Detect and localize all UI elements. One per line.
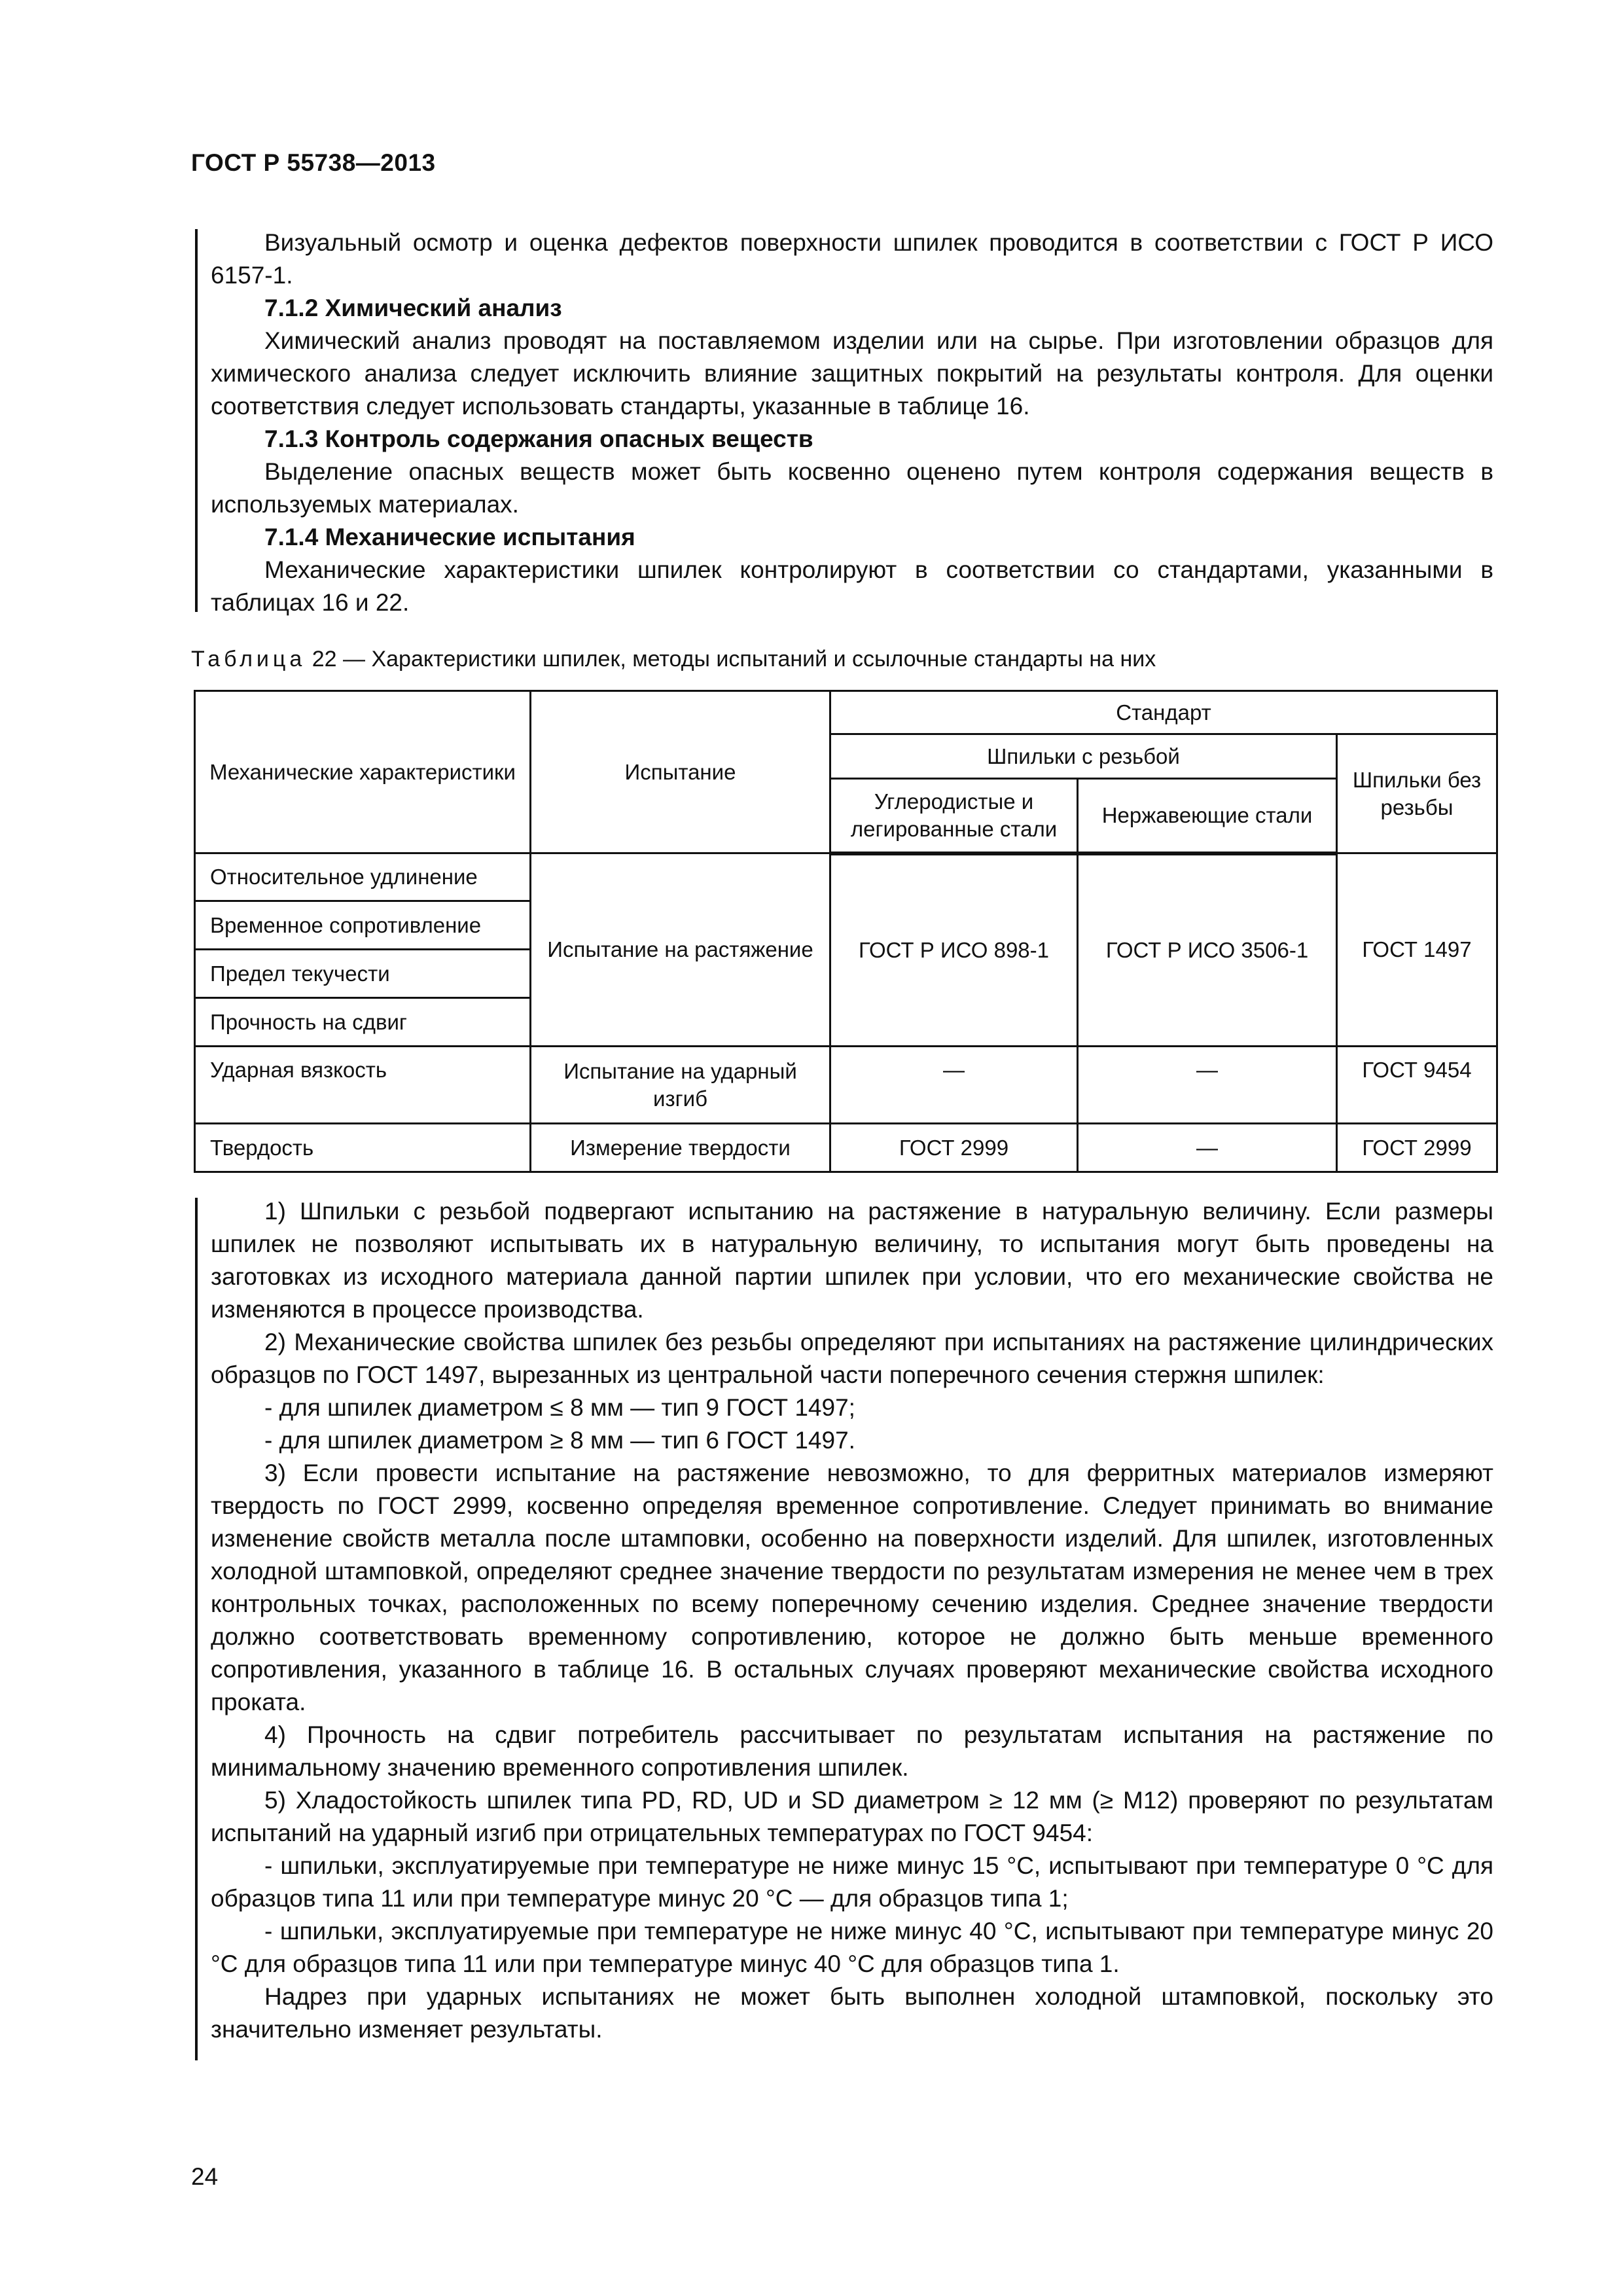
- cell-yield-strength: Предел текучести: [195, 950, 531, 998]
- note-2: 2) Механические свойства шпилек без резьбы определяют при испытаниях на растяжение цилиндрических образцов по ГОСТ 1497, вырезанных из центральной части поперечного сечения стержня шпилек:: [211, 1329, 1493, 1388]
- table-caption: [191, 647, 1156, 672]
- intro-section: [211, 226, 1493, 619]
- header-test: Испытание: [531, 691, 830, 853]
- heading-7-1-3: 7.1.3 Контроль содержания опасных веществ: [264, 425, 813, 452]
- cell-elongation: Относительное удлинение: [195, 853, 531, 901]
- notes-section: [211, 1195, 1493, 2046]
- note-2-item-2: - для шпилек диаметром ≥ 8 мм — тип 6 ГОСТ 1497.: [264, 1427, 855, 1454]
- paragraph-mechanical-tests: Механические характеристики шпилек контролируют в соответствии со стандартами, указанными в таблицах 16 и 22.: [211, 556, 1493, 616]
- header-unthreaded-studs: Шпильки без резьбы: [1337, 734, 1497, 853]
- document-code: ГОСТ Р 55738—2013: [191, 149, 436, 176]
- change-bar-top: [195, 229, 198, 612]
- cell-impact-stainless-std: —: [1078, 1047, 1337, 1124]
- cell-impact-unthreaded-std: ГОСТ 9454: [1337, 1047, 1497, 1124]
- cell-hardness-unthreaded-std: ГОСТ 2999: [1337, 1124, 1497, 1172]
- note-2-item-1: - для шпилек диаметром ≤ 8 мм — тип 9 ГОСТ 1497;: [264, 1394, 855, 1421]
- cell-tension-unthreaded-std: ГОСТ 1497: [1337, 853, 1497, 1047]
- cell-impact-test: Испытание на ударный изгиб: [531, 1047, 830, 1124]
- note-5: 5) Хладостойкость шпилек типа PD, RD, UD и SD диаметром ≥ 12 мм (≥ М12) проверяют по результатам испытаний на ударный изгиб при отрицательных температурах по ГОСТ 9454:: [211, 1787, 1493, 1846]
- change-bar-bottom: [195, 1198, 198, 2060]
- note-final: Надрез при ударных испытаниях не может быть выполнен холодной штамповкой, поскольку это значительно изменяет результаты.: [211, 1983, 1493, 2043]
- cell-tension-test: Испытание на растяжение: [531, 853, 830, 1047]
- cell-hardness: Твердость: [195, 1124, 531, 1172]
- cell-tension-carbon-std: ГОСТ Р ИСО 898-1: [830, 853, 1078, 1047]
- cell-hardness-stainless-std: —: [1078, 1124, 1337, 1172]
- cell-tension-stainless-std: ГОСТ Р ИСО 3506-1: [1078, 853, 1337, 1047]
- cell-impact-toughness: Ударная вязкость: [195, 1047, 531, 1124]
- note-1: 1) Шпильки с резьбой подвергают испытанию на растяжение в натуральную величину. Если размеры шпилек не позволяют испытывать их в натуральную величину, то испытания могут быть проведены на заготовках из исходного материала данной партии шпилек при условии, что его механические свойства не изменяются в процессе производства.: [211, 1198, 1493, 1323]
- header-standard: Стандарт: [830, 691, 1497, 734]
- note-5-item-2: - шпильки, эксплуатируемые при температуре не ниже минус 40 °С, испытывают при температуре минус 20 °С для образцов типа 11 или при температуре минус 40 °С для образцов типа 1.: [211, 1918, 1493, 1977]
- paragraph-hazardous-substances: Выделение опасных веществ может быть косвенно оценено путем контроля содержания веществ в используемых материалах.: [211, 458, 1493, 518]
- page-number: 24: [191, 2163, 219, 2190]
- note-3: 3) Если провести испытание на растяжение невозможно, то для ферритных материалов измеряют твердость по ГОСТ 2999, косвенно определяя временное сопротивление. Следует принимать во внимание изменение свойств металла после штамповки, особенно на поверхности изделий. Для шпилек, изготовленных холодной штамповкой, определяют среднее значение твердости по результатам измерения не менее чем в трех контрольных точках, расположенных по всему поперечному сечению изделия. Среднее значение твердости должно соответствовать временному сопротивлению, которое не должно быть меньше временного сопротивления, указанного в таблице 16. В остальных случаях проверяют механические свойства исходного проката.: [211, 1460, 1493, 1715]
- header-carbon-alloy-steels: Углеродистые и легированные стали: [830, 779, 1078, 853]
- heading-7-1-2: 7.1.2 Химический анализ: [264, 295, 562, 321]
- paragraph-chemical-analysis: Химический анализ проводят на поставляемом изделии или на сырье. При изготовлении образцов для химического анализа следует исключить влияние защитных покрытий на результаты контроля. Для оценки соответствия следует использовать стандарты, указанные в таблице 16.: [211, 327, 1493, 420]
- header-stainless-steels: Нержавеющие стали: [1078, 779, 1337, 853]
- paragraph-visual-inspection: Визуальный осмотр и оценка дефектов поверхности шпилек проводится в соответствии с ГОСТ Р ИСО 6157-1.: [211, 229, 1493, 289]
- note-4: 4) Прочность на сдвиг потребитель рассчитывает по результатам испытания на растяжение по минимальному значению временного сопротивления шпилек.: [211, 1721, 1493, 1781]
- table-22: [194, 690, 1498, 1173]
- table-caption-word: Таблица: [191, 647, 306, 672]
- cell-hardness-carbon-std: ГОСТ 2999: [830, 1124, 1078, 1172]
- header-threaded-studs: Шпильки с резьбой: [830, 734, 1337, 779]
- note-5-item-1: - шпильки, эксплуатируемые при температуре не ниже минус 15 °С, испытывают при температуре 0 °С для образцов типа 11 или при температуре минус 20 °С — для образцов типа 1;: [211, 1852, 1493, 1912]
- header-mechanical-characteristics: Механические характеристики: [195, 691, 531, 853]
- cell-shear-strength: Прочность на сдвиг: [195, 998, 531, 1047]
- heading-7-1-4: 7.1.4 Механические испытания: [264, 524, 635, 550]
- cell-tensile-strength: Временное сопротивление: [195, 901, 531, 950]
- table-caption-text: 22 — Характеристики шпилек, методы испытаний и ссылочные стандарты на них: [306, 647, 1156, 672]
- cell-impact-carbon-std: —: [830, 1047, 1078, 1124]
- cell-hardness-test: Измерение твердости: [531, 1124, 830, 1172]
